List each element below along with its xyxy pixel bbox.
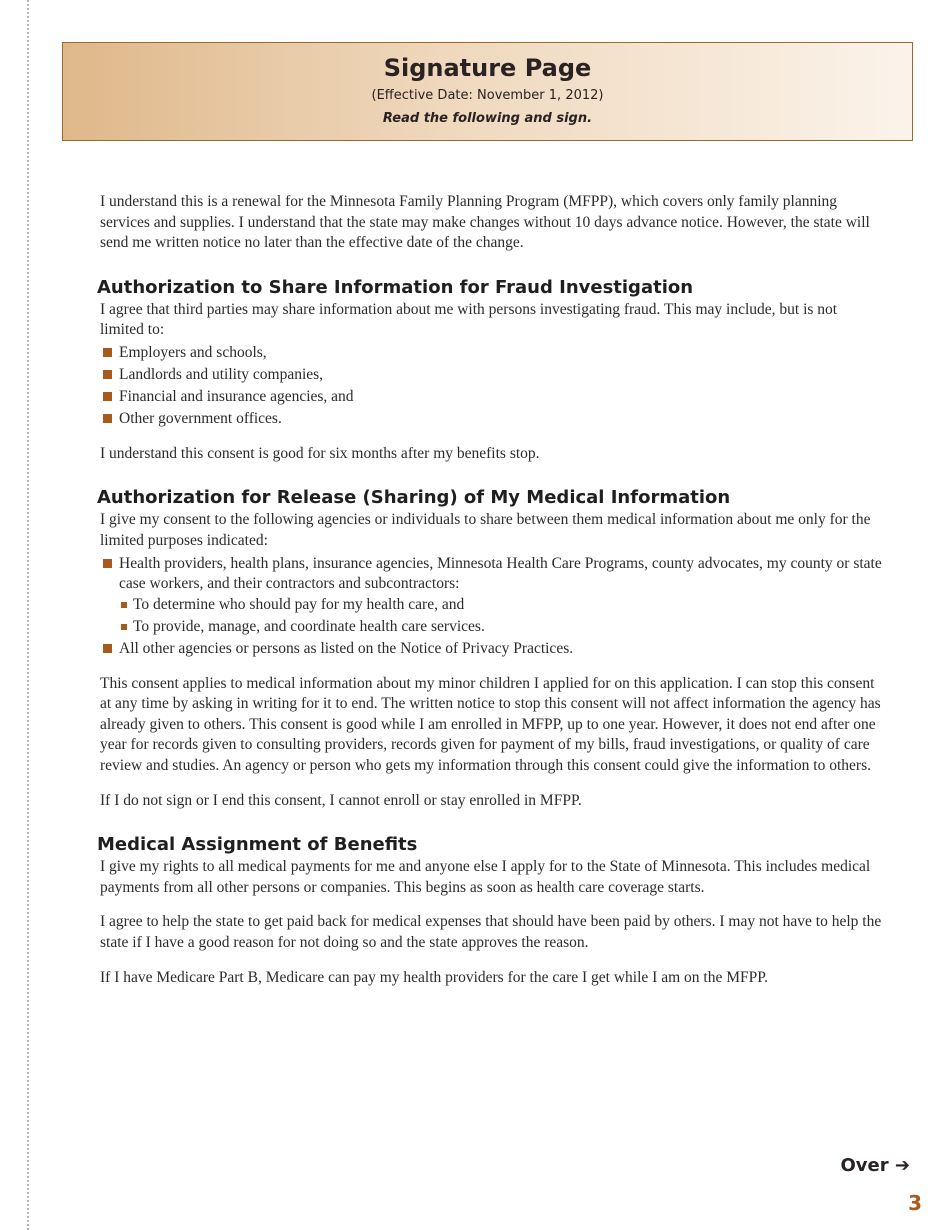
fraud-list bbox=[100, 343, 882, 430]
square-bullet-icon bbox=[103, 559, 112, 568]
small-square-bullet-icon bbox=[121, 602, 127, 608]
list-item: To determine who should pay for my health care, and bbox=[119, 595, 882, 616]
page-number: 3 bbox=[908, 1191, 922, 1215]
fraud-consent-paragraph: I understand this consent is good for six months after my benefits stop. bbox=[100, 444, 540, 462]
margin-dotted-rule bbox=[27, 0, 29, 1230]
medical-paragraph: I give my consent to the following agencies or individuals to share between them medical information about me only for the limited purposes indicated: bbox=[100, 511, 871, 550]
medical-section-heading: Authorization for Release (Sharing) of My Medical Information bbox=[97, 487, 731, 509]
assignment-section-heading: Medical Assignment of Benefits bbox=[97, 834, 418, 856]
medical-sublist bbox=[119, 595, 882, 638]
list-item: Landlords and utility companies, bbox=[100, 365, 882, 386]
medical-list bbox=[100, 554, 882, 660]
square-bullet-icon bbox=[103, 644, 112, 653]
small-square-bullet-icon bbox=[121, 624, 127, 630]
page-title: Signature Page bbox=[383, 54, 592, 82]
assignment-paragraph-1: I give my rights to all medical payments for me and anyone else I apply for to the State of Minnesota. This includes medical payments from all other persons or companies. This begins as soon as health care coverage starts. bbox=[100, 858, 871, 896]
assignment-paragraph-2: I agree to help the state to get paid back for medical expenses that should have been paid by others. I may not have to help the state if I have a good reason for not doing so and the state approves the reason. bbox=[100, 913, 882, 951]
assignment-paragraph-3: If I have Medicare Part B, Medicare can pay my health providers for the care I get while I am on the MFPP. bbox=[100, 968, 768, 986]
signature-page-header bbox=[62, 42, 913, 141]
effective-date: (Effective Date: November 1, 2012) bbox=[371, 88, 604, 103]
fraud-section-heading: Authorization to Share Information for Fraud Investigation bbox=[97, 276, 694, 298]
square-bullet-icon bbox=[103, 348, 112, 357]
fraud-paragraph: I agree that third parties may share information about me with persons investigating fraud. This may include, but is not limited to: bbox=[100, 300, 838, 339]
square-bullet-icon bbox=[103, 414, 112, 423]
list-item: Other government offices. bbox=[100, 409, 882, 430]
list-item: All other agencies or persons as listed on the Notice of Privacy Practices. bbox=[100, 639, 882, 660]
document-body bbox=[97, 192, 882, 1002]
medical-consent-paragraph: This consent applies to medical information about my minor children I applied for on this application. I can stop this consent at any time by asking in writing for it to end. The written notice to stop this consent will not affect information the agency has already given to others. This consent is good while I am enrolled in MFPP, up to one year. However, it does not end after one year for records given to consulting providers, records given for payment of my bills, fraud investigations, or quality of care review and studies. An agency or person who gets my information through this consent could give the information to others. bbox=[100, 674, 881, 774]
list-item: To provide, manage, and coordinate health care services. bbox=[119, 617, 882, 638]
medical-enroll-paragraph: If I do not sign or I end this consent, I cannot enroll or stay enrolled in MFPP. bbox=[100, 791, 582, 809]
list-item: Employers and schools, bbox=[100, 343, 882, 364]
intro-paragraph: I understand this is a renewal for the Minnesota Family Planning Program (MFPP), which covers only family planning services and supplies. I understand that the state may make changes without 10 days advance notice. However, the state will send me written notice no later than the effective date of the change. bbox=[100, 193, 870, 252]
square-bullet-icon bbox=[103, 392, 112, 401]
header-instruction: Read the following and sign. bbox=[382, 111, 593, 126]
list-item: Financial and insurance agencies, and bbox=[100, 387, 882, 408]
square-bullet-icon bbox=[103, 370, 112, 379]
over-label: Over ➔ bbox=[840, 1155, 910, 1176]
list-item: Health providers, health plans, insurance agencies, Minnesota Health Care Programs, county advocates, my county or state case workers, and their contractors and subcontractors: To determine who should pay for my health care, and To provide, manage, and coordinate health care services. bbox=[100, 554, 882, 638]
arrow-right-icon: ➔ bbox=[894, 1155, 910, 1176]
